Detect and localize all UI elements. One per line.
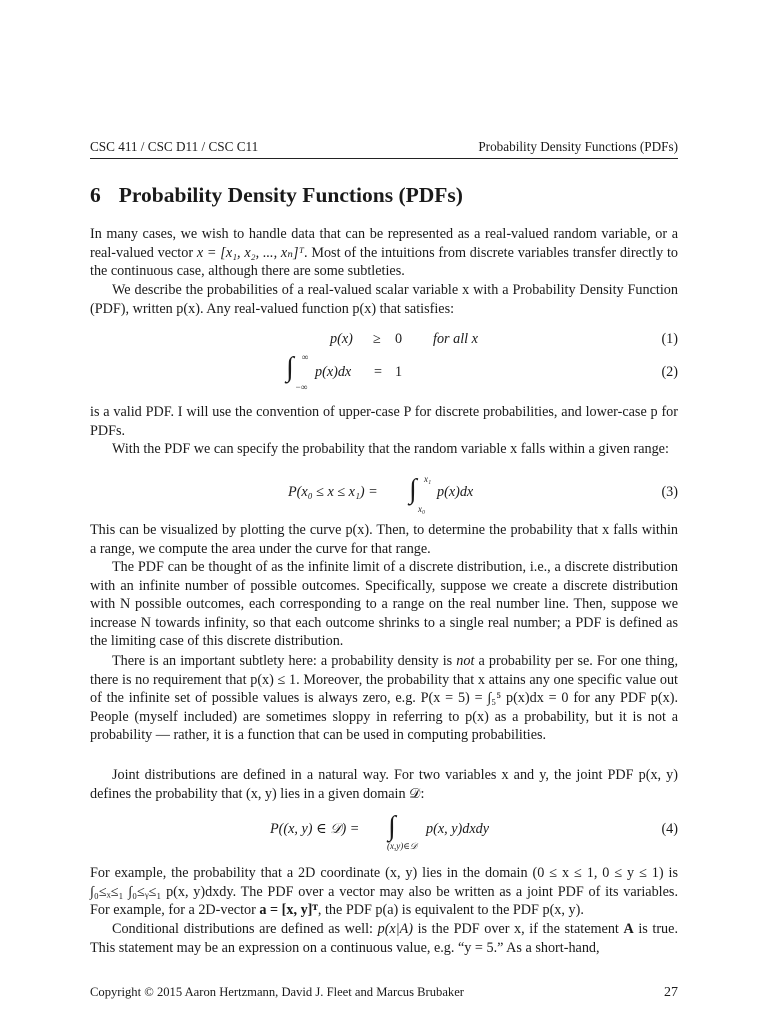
eq4-integral-sign: ∫ xyxy=(388,811,396,842)
text-span: In many cases, we wish to handle data that can be represented as a real-valued random variable, or a real-valued vector xyxy=(90,226,678,261)
eq2-integrand: p(x)dx xyxy=(315,364,352,380)
equation-2 xyxy=(90,352,678,392)
page-number: 27 xyxy=(664,985,678,1000)
paragraph-intro xyxy=(90,225,678,281)
text-span: a probability per se. For one thing, there is no requirement that p(x) ≤ 1. Moreover, the probability that x attains any one specific value out of the infinite set of possible values is always zero, e.g. P(x = 5) = ∫₅⁵ p(x)dx = 0 for any PDF p(x). People (myself included) are sometimes sloppy in referring to p(x) as a probability, but it is not a probability — rather, it is a function that can be used in computing probabilities. xyxy=(90,653,678,744)
math-vector: a = [x, y]ᵀ xyxy=(259,902,318,919)
eq2-relation: = xyxy=(374,364,383,380)
paragraph-range: With the PDF we can specify the probability that the random variable x falls within a given range: xyxy=(112,441,669,457)
paragraph-limit: The PDF can be thought of as the infinite limit of a discrete distribution, i.e., a discrete distribution with an infinite number of possible outcomes. Specifically, suppose we create a discrete distribution with N possible outcomes, each corresponding to a range on the real number line. Then, suppose we increase N towards infinity, so that each outcome shrinks to a single real number; a PDF is defined as the limiting case of this discrete distribution. xyxy=(90,559,678,650)
text-span: is the PDF over x, if the statement xyxy=(413,921,624,937)
eq4-lhs: P((x, y) ∈ 𝒟) = xyxy=(270,821,360,837)
equation-3 xyxy=(90,474,678,514)
emphasis-not: not xyxy=(456,653,475,669)
eq1-condition: for all x xyxy=(433,331,478,347)
math-vector: x = [x₁, x₂, ..., xₙ]ᵀ xyxy=(196,244,304,261)
eq3-number: (3) xyxy=(661,484,678,500)
text-span: , the PDF p(a) is equivalent to the PDF p(x, y). xyxy=(317,902,584,919)
eq3-upper-limit: x₁ xyxy=(424,474,432,484)
text-span: Conditional distributions are defined as well: xyxy=(112,921,378,937)
eq2-number: (2) xyxy=(661,364,678,380)
header-course: CSC 411 / CSC D11 / CSC C11 xyxy=(90,139,259,154)
eq3-lower-limit: x₀ xyxy=(418,504,426,514)
eq1-relation: ≥ xyxy=(373,331,381,347)
eq2-upper-limit: ∞ xyxy=(302,352,309,362)
equation-4 xyxy=(90,811,678,851)
section-heading xyxy=(90,183,463,208)
paragraph-subtlety xyxy=(90,652,678,745)
eq2-rhs: 1 xyxy=(395,364,403,380)
section-number: 6 xyxy=(90,183,101,207)
paragraph-convention: is a valid PDF. I will use the convention of upper-case P for discrete probabilities, and lower-case p for PDFs. xyxy=(90,404,678,439)
math-statement: A xyxy=(623,921,634,937)
eq2-integral-sign: ∫ xyxy=(286,352,294,383)
text-span: There is an important subtlety here: a probability density is xyxy=(112,653,457,669)
paragraph-joint: Joint distributions are defined in a natural way. For two variables x and y, the joint PDF p(x, y) defines the probability that (x, y) lies in a given domain 𝒟: xyxy=(90,767,678,802)
text-span: . Most of the intuitions from discrete variables transfer directly to the continuous case, although there are some subtleties. xyxy=(90,244,678,280)
text-span: For example, the probability that a 2D coordinate (x, y) lies in the domain (0 ≤ x ≤ 1, 0 ≤ y ≤ 1) is ∫₀≤ₓ≤₁ ∫₀≤ᵧ≤₁ p(x, y)dxdy. The PDF over a vector may also be written as a joint PDF of its variables. For example, for a 2D-vector xyxy=(90,865,678,919)
paragraph-pdf-definition: We describe the probabilities of a real-valued scalar variable x with a Probability Density Function (PDF), written p(x). Any real-valued function p(x) that satisfies: xyxy=(90,282,678,317)
eq2-lower-limit: −∞ xyxy=(295,382,308,392)
eq4-number: (4) xyxy=(661,821,678,837)
section-title: Probability Density Functions (PDFs) xyxy=(118,183,463,207)
eq1-rhs: 0 xyxy=(395,331,403,347)
eq3-lhs: P(x₀ ≤ x ≤ x₁) = xyxy=(288,484,378,500)
eq4-integrand: p(x, y)dxdy xyxy=(426,821,490,837)
eq1-lhs: p(x) xyxy=(330,331,353,347)
header-chapter: Probability Density Functions (PDFs) xyxy=(478,139,678,154)
paragraph-example xyxy=(90,864,678,920)
eq3-integrand: p(x)dx xyxy=(437,484,474,500)
document-page xyxy=(90,0,678,1024)
math-conditional: p(x|A) xyxy=(377,921,414,937)
eq4-lower-limit: (x,y)∈𝒟 xyxy=(387,841,418,851)
footer-copyright: Copyright © 2015 Aaron Hertzmann, David J. Fleet and Marcus Brubaker xyxy=(90,985,465,999)
paragraph-conditional xyxy=(90,920,678,957)
paragraph-visualize: This can be visualized by plotting the curve p(x). Then, to determine the probability that x falls within a range, we compute the area under the curve for that range. xyxy=(90,522,678,557)
eq3-integral-sign: ∫ xyxy=(409,474,417,505)
text-span: is true. This statement may be an expression on a continuous value, e.g. “y = 5.” As a short-hand, xyxy=(90,921,678,956)
eq1-number: (1) xyxy=(661,331,678,347)
header-rule xyxy=(90,158,678,159)
